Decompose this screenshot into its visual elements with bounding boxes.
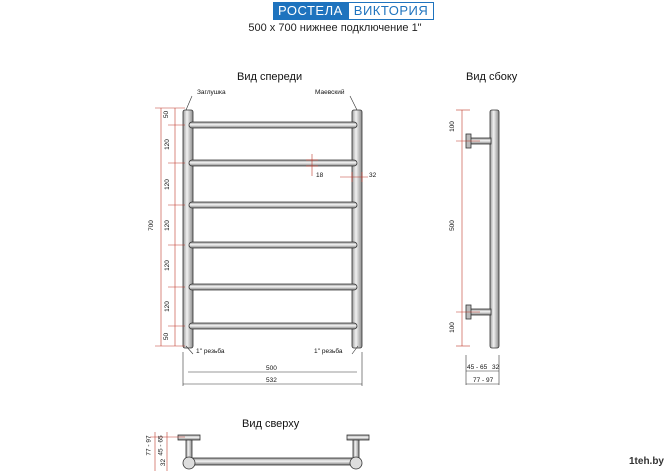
label-thread-right: 1'' резьба [314, 348, 343, 355]
side-view-title: Вид сбоку [466, 71, 518, 83]
rung [189, 122, 357, 128]
rung [189, 323, 357, 329]
label-thread-left: 1'' резьба [196, 348, 225, 355]
dim-spacing-2: 120 [163, 179, 171, 190]
dim-width-outer: 532 [266, 377, 277, 384]
label-plug: Заглушка [197, 89, 226, 96]
dim-spacing-5: 120 [163, 301, 171, 312]
rung [189, 242, 357, 248]
rung [189, 202, 357, 208]
dim-rung: 18 [316, 172, 324, 179]
top-dim-a: 77 - 97 [145, 435, 153, 456]
dim-spacing-4: 120 [163, 260, 171, 271]
top-view [178, 435, 369, 469]
dim-height: 700 [147, 220, 155, 231]
side-dim-depth2: 77 - 97 [473, 377, 494, 384]
side-dim-depth1b: 32 [492, 364, 500, 371]
dim-top-offset: 50 [163, 110, 171, 119]
width-dimensions [183, 96, 362, 386]
dim-post: 32 [369, 172, 377, 179]
side-dim-top: 100 [448, 121, 456, 132]
dim-spacing-3: 120 [163, 220, 171, 231]
brand-left: РОСТЕЛА [273, 2, 348, 20]
top-view-title: Вид сверху [242, 418, 300, 430]
front-view [183, 110, 362, 348]
label-mayevsky: Маевский [315, 89, 345, 96]
dim-spacing-1: 120 [163, 139, 171, 150]
dim-bottom-offset: 50 [163, 332, 171, 341]
side-dim-middle: 500 [448, 220, 456, 231]
left-post [183, 110, 193, 348]
rung [189, 284, 357, 290]
front-view-title: Вид спереди [237, 71, 303, 83]
watermark: 1teh.by [628, 456, 664, 467]
side-dim-depth1: 45 - 65 [467, 364, 488, 371]
subtitle: 500 x 700 нижнее подключение 1" [248, 22, 422, 34]
rung [189, 160, 357, 166]
right-post [352, 110, 362, 348]
top-dim-b: 45 - 65 [157, 435, 165, 456]
top-dim-c: 32 [160, 458, 168, 467]
side-dim-bottom: 100 [448, 322, 456, 333]
dim-width-inner: 500 [266, 365, 277, 372]
brand-right: ВИКТОРИЯ [348, 2, 434, 20]
